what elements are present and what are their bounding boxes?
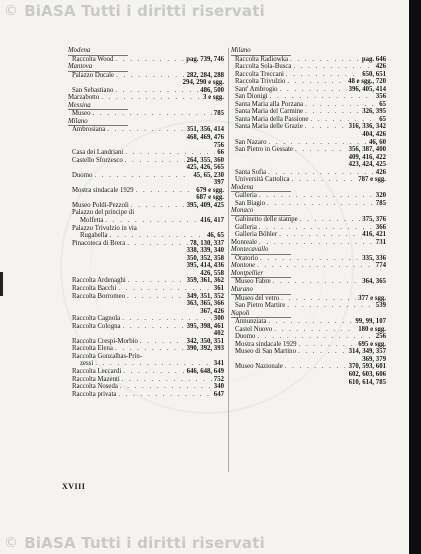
dot-leader [310, 116, 377, 124]
entry-pages: 390, 392, 393 [186, 345, 224, 353]
entry-pages: 46, 60 [369, 138, 386, 146]
entry-pages: 416, 417 [200, 217, 224, 225]
entry-pages: 785 [213, 110, 224, 118]
dot-leader [110, 232, 205, 240]
dot-leader [273, 278, 361, 286]
dot-leader [300, 216, 361, 224]
dot-leader [93, 110, 212, 118]
dot-leader [292, 176, 357, 184]
entry-pages: 486, 500 [200, 86, 224, 94]
entry-pages: 785 [375, 199, 386, 207]
entry-label: Oratorio [235, 254, 259, 262]
copyright-symbol: © [4, 3, 19, 19]
entry-pages: 3 e sgg. [203, 94, 224, 102]
place-heading: Milano [231, 47, 291, 56]
entry-label: Raccolta Cagnola [72, 315, 121, 323]
entry-label: Museo Nazionale [235, 363, 283, 371]
entry-pages: 361 [213, 284, 224, 292]
index-entry [68, 323, 224, 331]
entry-pages: 395, 409, 425 [186, 201, 224, 209]
entry-label: Montone [231, 262, 256, 270]
entry-label: Casa dei Landriani [72, 149, 124, 157]
entry-pages: 356 [375, 93, 386, 101]
index-entry [231, 318, 386, 326]
place-heading: Montecavallo [231, 246, 291, 255]
index-entry [68, 383, 224, 391]
entry-label: Castel Nuovo [235, 325, 273, 333]
entry-pages: 300 [213, 315, 224, 323]
copyright-symbol: © [4, 535, 19, 551]
dot-leader [128, 277, 185, 285]
index-entry [68, 232, 224, 240]
entry-pages-continued: 402 [213, 330, 224, 338]
entry-label: Duomo [235, 333, 256, 341]
entry-label: Raccolta Treccani [235, 70, 284, 78]
entry-pages-continued: 610, 614, 785 [348, 378, 386, 386]
entry-pages: 180 e sgg. [358, 325, 386, 333]
entry-pages: pag. 646 [361, 55, 386, 63]
entry-pages-continued: 425, 426, 565 [186, 164, 224, 172]
entry-label: Raccolta Elena [72, 345, 113, 353]
copyright-watermark-bottom [0, 532, 409, 554]
entry-pages: 375, 376 [362, 216, 386, 224]
entry-pages: 426 [375, 63, 386, 71]
entry-pages: 787 e sgg. [358, 176, 386, 184]
entry-pages-continued: 350, 352, 358 [186, 254, 224, 262]
dot-leader [140, 338, 185, 346]
index-entry [231, 192, 386, 200]
dot-leader [115, 56, 184, 64]
entry-label: Galleria Böhler [235, 231, 278, 239]
index-entry [68, 56, 224, 64]
entry-label: Museo di San Martino [235, 348, 296, 356]
dot-leader [259, 239, 374, 247]
index-entry [231, 341, 386, 349]
dot-leader [116, 72, 185, 80]
index-entry [68, 126, 224, 134]
dot-leader [94, 172, 191, 180]
dot-leader [101, 94, 201, 102]
entry-pages: 695 e sgg. [358, 340, 386, 348]
dot-leader [122, 376, 212, 384]
index-entry [231, 363, 386, 371]
index-entry [231, 101, 386, 109]
index-entry [68, 353, 224, 361]
dot-leader [136, 187, 195, 195]
entry-label: Mostra sindacale 1929 [72, 186, 134, 194]
place-heading: Milano [68, 118, 128, 127]
index-entry [68, 72, 224, 80]
entry-pages: 46, 65 [207, 232, 224, 240]
dot-leader [287, 78, 346, 86]
dot-leader [144, 353, 222, 361]
entry-pages: 364, 365 [362, 278, 386, 286]
index-entry [68, 149, 224, 157]
entry-pages: 646, 648, 649 [186, 367, 224, 375]
index-entry [231, 333, 386, 341]
entry-pages: 65 [379, 115, 386, 123]
entry-pages: 349, 351, 352 [186, 292, 224, 300]
entry-label: Monreale [231, 238, 258, 246]
entry-label: Santa Maria del Carmine [235, 108, 304, 116]
entry-pages: 314, 349, 357 [348, 348, 386, 356]
entry-label: Raccolta Sola-Busca [235, 63, 292, 71]
dot-leader [131, 202, 185, 210]
copyright-text: BiASA Tutti i diritti riservati [24, 2, 265, 20]
entry-pages: 679 e sgg. [196, 186, 224, 194]
index-entry [68, 110, 224, 118]
entry-label: Annunziata [235, 318, 267, 326]
index-entry [231, 116, 386, 124]
dot-leader [305, 108, 360, 116]
dot-leader [285, 363, 347, 371]
dot-leader [257, 262, 374, 270]
index-entry [231, 295, 386, 303]
place-heading: Murano [231, 286, 291, 295]
entry-label: Palazzo del principe di [72, 209, 135, 217]
dot-leader [274, 326, 356, 334]
dot-leader [298, 348, 347, 356]
entry-pages: 396, 405, 414 [348, 85, 386, 93]
index-entry [68, 202, 224, 210]
index-entry [231, 224, 386, 232]
entry-label: San Pietro Martire [235, 302, 286, 310]
entry-pages: 340 [213, 383, 224, 391]
entry-pages-continued: 395, 414, 436 [186, 262, 224, 270]
entry-pages-continued: 294, 290 e sgg. [182, 79, 224, 87]
entry-pages-continued: 756 [213, 141, 224, 149]
index-entry [231, 139, 386, 147]
entry-label: Galleria [235, 192, 257, 200]
place-heading: Messina [68, 102, 128, 111]
index-column-right [231, 47, 386, 386]
entry-pages-continued: 409, 416, 422 [348, 153, 386, 161]
entry-pages: 320 [375, 192, 386, 200]
dot-leader [120, 383, 212, 391]
index-entry [68, 293, 224, 301]
index-entry [231, 56, 386, 64]
index-entry [68, 225, 224, 233]
entry-pages-continued: 363, 365, 366 [186, 300, 224, 308]
dot-leader [280, 86, 347, 94]
dot-leader [136, 209, 222, 217]
index-entry [68, 338, 224, 346]
column-divider [228, 48, 229, 472]
entry-pages: 731 [375, 238, 386, 246]
copyright-text: BiASA Tutti i diritti riservati [24, 534, 265, 552]
entry-pages: 342, 350, 351 [186, 337, 224, 345]
entry-label: Rugabella [80, 232, 108, 240]
dot-leader [115, 87, 198, 95]
index-entry [68, 285, 224, 293]
entry-pages-continued: 367, 426 [200, 307, 224, 315]
entry-label: Molfetta [80, 217, 104, 225]
entry-label: Ambrosiana [72, 126, 106, 134]
entry-label: Raccolta Leccardi [72, 367, 122, 375]
entry-label: Santa Maria alla Porzana [235, 100, 304, 108]
index-entry [68, 209, 224, 217]
entry-pages: 282, 284, 288 [186, 71, 224, 79]
index-entry [231, 71, 386, 79]
dot-leader [123, 368, 184, 376]
place-heading: Modena [231, 184, 291, 193]
entry-label: Museo Poldi-Pezzoli [72, 201, 129, 209]
index-entry [68, 157, 224, 165]
index-entry [231, 146, 386, 154]
index-entry [68, 187, 224, 195]
entry-pages: 395, 398, 461 [186, 322, 224, 330]
index-entry [68, 172, 224, 180]
index-column-left [68, 47, 224, 398]
entry-label: Santa Maria della Passione [235, 115, 309, 123]
entry-pages: 316, 336, 342 [348, 123, 386, 131]
entry-pages: 370, 593, 601 [348, 363, 386, 371]
entry-pages: 66 [217, 149, 224, 157]
dot-leader [118, 285, 211, 293]
dot-leader [293, 63, 373, 71]
dot-leader [281, 295, 356, 303]
dot-leader [139, 225, 222, 233]
entry-pages-continued: 468, 469, 476 [186, 134, 224, 142]
entry-label: Marzabotto [68, 94, 100, 102]
dot-leader [127, 240, 188, 248]
dot-leader [115, 345, 185, 353]
entry-label: Santa Maria delle Grazie [235, 123, 303, 131]
index-entry [231, 93, 386, 101]
dot-leader [118, 391, 211, 399]
entry-label: Museo [72, 110, 91, 118]
entry-label: Raccolta Cologna [72, 322, 121, 330]
entry-pages: 377 e sgg. [358, 294, 386, 302]
dot-leader [122, 315, 212, 323]
entry-pages: 650, 651 [362, 70, 386, 78]
index-entry [231, 78, 386, 86]
index-entry [231, 108, 386, 116]
entry-label: San Pietro in Gessate [235, 146, 293, 154]
index-entry [68, 315, 224, 323]
entry-pages: 99, 99, 107 [355, 318, 386, 326]
index-entry [68, 345, 224, 353]
entry-label: Raccolta privata [72, 390, 117, 398]
dot-leader [260, 255, 360, 263]
entry-label: Raccolta Gonzalhas-Prin- [72, 352, 143, 360]
index-entry [231, 278, 386, 286]
index-entry [68, 391, 224, 399]
dot-leader [270, 93, 374, 101]
dot-leader [257, 333, 373, 341]
dot-leader [268, 318, 353, 326]
index-entry [231, 176, 386, 184]
entry-pages: pag. 739, 746 [186, 55, 224, 63]
index-entry [68, 217, 224, 225]
index-entry [68, 360, 224, 368]
index-entry [68, 240, 224, 248]
index-entry [231, 86, 386, 94]
entry-pages-continued: 423, 424, 425 [348, 161, 386, 169]
entry-label: Sant' Ambrogio [235, 85, 278, 93]
entry-pages: 366 [375, 223, 386, 231]
entry-label: Università Cattolica [235, 176, 290, 184]
index-entry [231, 302, 386, 310]
dot-leader [259, 192, 374, 200]
index-entry [68, 277, 224, 285]
entry-label: Castello Sforzesco [72, 156, 123, 164]
entry-label: Raccolta Trivulzio [235, 78, 286, 86]
dot-leader [305, 101, 377, 109]
entry-pages: 65 [379, 100, 386, 108]
entry-pages: 351, 356, 414 [186, 126, 224, 134]
dot-leader [259, 224, 374, 232]
index-entry [68, 87, 224, 95]
entry-pages-continued: 338, 339, 340 [186, 247, 224, 255]
dot-leader [127, 293, 185, 301]
dot-leader [305, 123, 347, 131]
entry-pages-continued: 426, 558 [200, 269, 224, 277]
entry-label: Raccolta Ardenaghi [72, 277, 126, 285]
entry-label: San Sebastiano [72, 86, 114, 94]
entry-pages: 326, 395 [362, 108, 386, 116]
index-entry [68, 376, 224, 384]
entry-pages: 426 [375, 168, 386, 176]
entry-label: Palazzo Trivulzio in via [72, 224, 137, 232]
entry-pages: 539 [375, 302, 386, 310]
entry-label: Palazzo Ducale [72, 71, 115, 79]
entry-pages: 341 [213, 360, 224, 368]
entry-pages: 774 [375, 262, 386, 270]
index-entry [231, 216, 386, 224]
dot-leader [95, 360, 212, 368]
entry-pages: 78, 130, 337 [190, 239, 224, 247]
place-heading: Napoli [231, 310, 291, 319]
place-heading: Modena [68, 47, 128, 56]
index-entry [231, 231, 386, 239]
dot-leader [125, 157, 185, 165]
entry-label: Raccolta Crespi-Morbio [72, 337, 138, 345]
entry-pages: 256 [375, 333, 386, 341]
entry-label: Museo Fabre [235, 278, 271, 286]
index-entry [231, 169, 386, 177]
entry-pages-continued: 602, 603, 606 [348, 370, 386, 378]
entry-label: San Dionigi [235, 93, 268, 101]
entry-label: Raccolta Radiowka [235, 55, 289, 63]
dot-leader [299, 341, 357, 349]
entry-label: Raccolta Noseda [72, 383, 118, 391]
entry-label: Duomo [72, 171, 93, 179]
dot-leader [125, 149, 215, 157]
entry-pages-continued: 687 e sgg. [196, 194, 224, 202]
entry-label: San Nazaro [235, 138, 267, 146]
dot-leader [287, 302, 374, 310]
index-entry [231, 123, 386, 131]
entry-label: Raccolta Mazenti [72, 375, 120, 383]
entry-label: Raccolta Borromeo [72, 292, 126, 300]
dot-leader [123, 323, 185, 331]
entry-pages: 45, 65, 230 [193, 171, 224, 179]
entry-label: Raccolta Bacchi [72, 284, 117, 292]
index-entry [231, 348, 386, 356]
entry-label: Mostra sindacale 1929 [235, 340, 297, 348]
index-entry [68, 368, 224, 376]
index-entry [68, 94, 224, 102]
entry-label: zessi [80, 360, 94, 368]
index-entry [231, 200, 386, 208]
entry-pages: 264, 355, 360 [186, 156, 224, 164]
entry-label: Santa Sofia [235, 168, 267, 176]
entry-pages-continued: 404, 426 [362, 131, 386, 139]
place-heading: Montpellier [231, 270, 291, 279]
entry-pages: 752 [213, 375, 224, 383]
dot-leader [286, 71, 360, 79]
dot-leader [107, 126, 184, 134]
entry-label: Raccolta Wood [72, 55, 114, 63]
dot-leader [269, 139, 367, 147]
page-folio: XVIII [62, 482, 86, 491]
dot-leader [295, 146, 347, 154]
dot-leader [279, 231, 360, 239]
entry-label: Gabinetto delle stampe [235, 216, 298, 224]
entry-pages: 48 e sgg., 720 [348, 78, 386, 86]
entry-label: San Biagio [235, 199, 266, 207]
entry-pages: 359, 361, 362 [186, 277, 224, 285]
entry-pages: 335, 336 [362, 254, 386, 262]
place-heading: Monaco [231, 207, 291, 216]
entry-label: Galleria [235, 223, 257, 231]
dot-leader [105, 217, 198, 225]
index-entry [231, 262, 386, 270]
index-entry [231, 63, 386, 71]
entry-pages: 356, 387, 400 [348, 146, 386, 154]
dot-leader [268, 169, 374, 177]
margin-marker [0, 272, 3, 296]
dot-leader [290, 56, 360, 64]
entry-pages-continued: 397 [213, 179, 224, 187]
copyright-watermark-top [0, 0, 409, 22]
entry-pages: 647 [213, 390, 224, 398]
dot-leader [267, 200, 374, 208]
place-heading: Mantova [68, 63, 128, 72]
entry-pages: 416, 421 [362, 231, 386, 239]
index-entry [231, 255, 386, 263]
entry-label: Museo del vetro [235, 294, 280, 302]
entry-pages-continued: 369, 379 [362, 355, 386, 363]
entry-label: Pinacoteca di Brera [72, 239, 126, 247]
index-entry [231, 326, 386, 334]
book-spine-edge [409, 0, 421, 554]
index-entry [231, 239, 386, 247]
